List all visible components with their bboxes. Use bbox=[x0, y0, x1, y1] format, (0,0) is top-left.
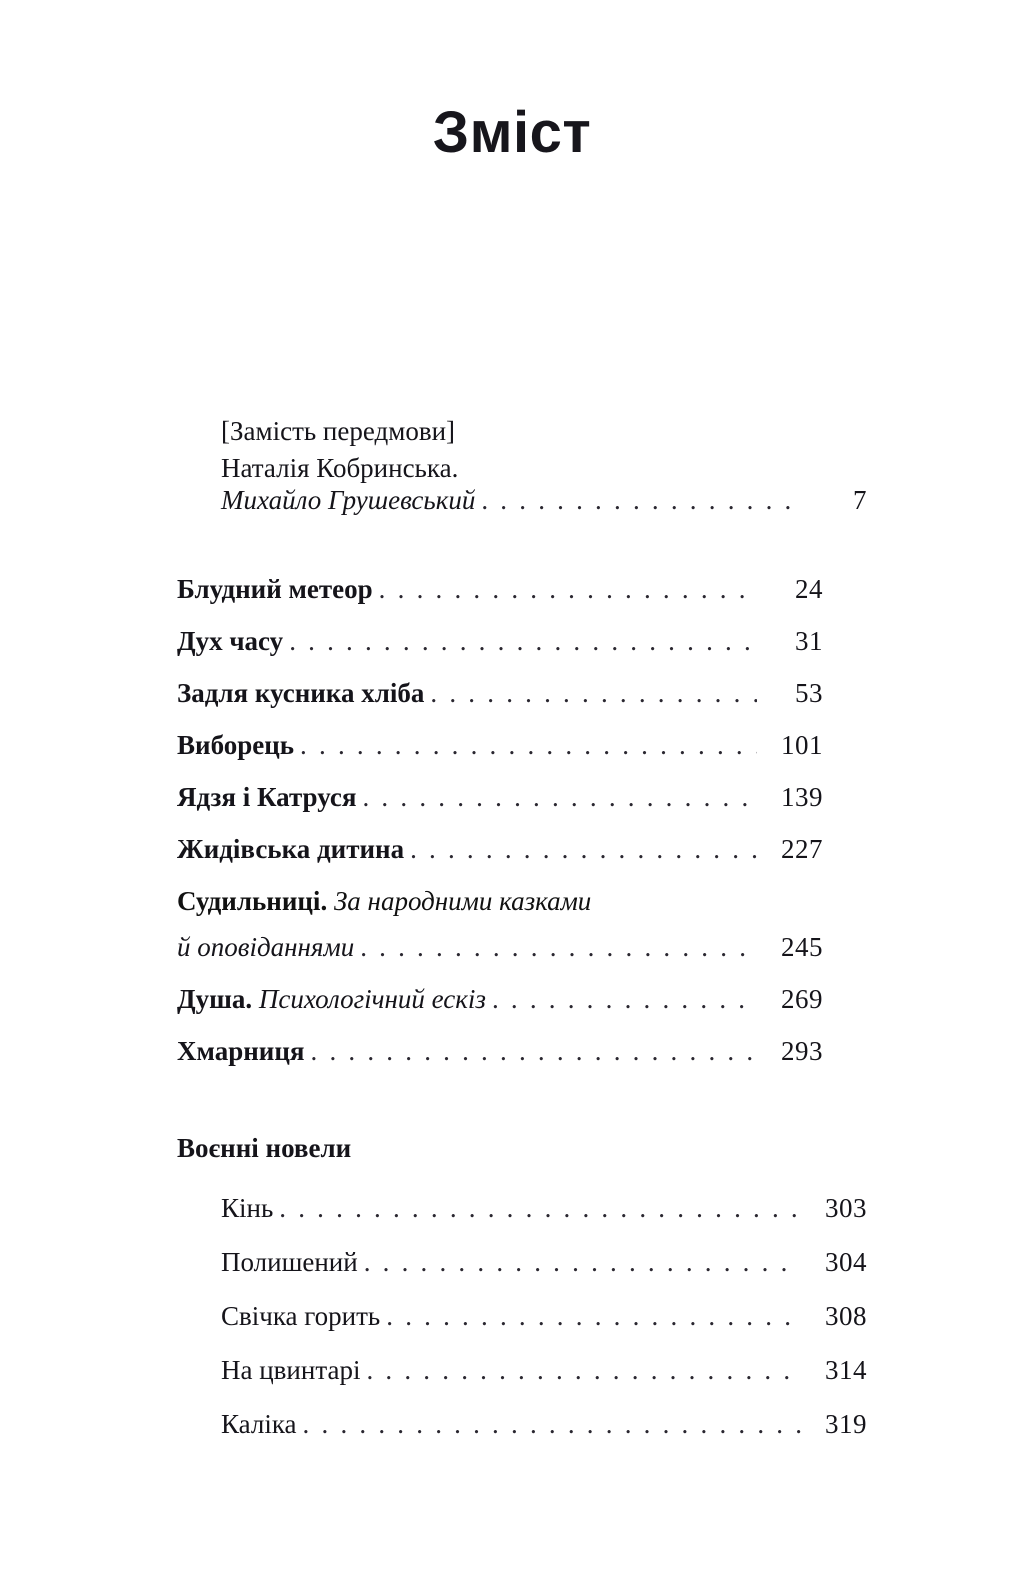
entry-title: Блудний метеор bbox=[177, 574, 373, 604]
page-title: Зміст bbox=[432, 100, 592, 165]
page-number: 304 bbox=[825, 1247, 867, 1277]
entry-title: Задля кусника хліба bbox=[177, 678, 425, 708]
toc-entry-bludnyi-meteor[interactable] bbox=[177, 576, 823, 603]
entry-title-head: Судильниці. bbox=[177, 886, 328, 916]
toc-entry-vyborets[interactable] bbox=[177, 732, 823, 759]
toc-entry-zadlya-kusnyka-khliba[interactable] bbox=[177, 680, 823, 707]
section-heading: Воєнні новели bbox=[177, 1133, 352, 1163]
toc-list bbox=[177, 413, 867, 1465]
toc-entry-polyshenyi[interactable] bbox=[221, 1249, 867, 1276]
dot-leader bbox=[303, 1411, 801, 1438]
dot-leader bbox=[481, 487, 801, 514]
page-number: 101 bbox=[781, 730, 823, 760]
toc-entry-kin[interactable] bbox=[221, 1195, 867, 1222]
dot-leader bbox=[360, 934, 757, 961]
toc-entry-zhydivska-dytyna[interactable] bbox=[177, 836, 823, 863]
preface-bracket-line: [Замість передмови] bbox=[221, 416, 456, 446]
entry-title: Ядзя і Катруся bbox=[177, 782, 357, 812]
dot-leader bbox=[311, 1038, 758, 1065]
page-number: 53 bbox=[795, 678, 823, 708]
entry-title-head: Душа. bbox=[177, 984, 253, 1014]
preface-subject-line: Наталія Кобринська. bbox=[221, 453, 459, 483]
page-number: 314 bbox=[825, 1355, 867, 1385]
toc-entry-sudylnytsi[interactable] bbox=[177, 888, 823, 961]
toc-entry-dusha[interactable] bbox=[177, 986, 823, 1013]
page-number: 139 bbox=[781, 782, 823, 812]
dot-leader bbox=[386, 1303, 801, 1330]
dot-leader bbox=[366, 1357, 801, 1384]
page-number: 227 bbox=[781, 834, 823, 864]
page-number: 319 bbox=[825, 1409, 867, 1439]
toc-entry-preface[interactable] bbox=[221, 487, 867, 514]
page-number: 31 bbox=[795, 626, 823, 656]
entry-title: Кінь bbox=[221, 1193, 274, 1223]
toc-entry-na-tsvyntari[interactable] bbox=[221, 1357, 867, 1384]
dot-leader bbox=[430, 680, 757, 707]
toc-entry-yadzya-i-katrusya[interactable] bbox=[177, 784, 823, 811]
page-number: 24 bbox=[795, 574, 823, 604]
entry-title: Полишений bbox=[221, 1247, 358, 1277]
page-number: 293 bbox=[781, 1036, 823, 1066]
toc-entry-svichka-horyt[interactable] bbox=[221, 1303, 867, 1330]
section-items bbox=[221, 1195, 867, 1438]
page-number: 308 bbox=[825, 1301, 867, 1331]
dot-leader bbox=[362, 784, 757, 811]
entry-title: Виборець bbox=[177, 730, 295, 760]
dot-leader bbox=[410, 836, 757, 863]
entry-subtitle-part2: й оповіданнями bbox=[177, 932, 355, 962]
preface-author-row-wrap bbox=[221, 487, 867, 514]
dot-leader bbox=[289, 628, 757, 655]
toc-entry-hmarnytsia[interactable] bbox=[177, 1038, 823, 1065]
entry-title: Дух часу bbox=[177, 626, 284, 656]
preface-block bbox=[221, 413, 867, 515]
entry-title: Хмарниця bbox=[177, 1036, 305, 1066]
entry-title-first-line bbox=[177, 888, 823, 915]
entry-subtitle: Психологічний ескіз bbox=[252, 984, 486, 1014]
entry-title: Каліка bbox=[221, 1409, 297, 1439]
toc-entry-dukh-chasu[interactable] bbox=[177, 628, 823, 655]
entry-title: Свічка горить bbox=[221, 1301, 381, 1331]
entry-continuation-row bbox=[177, 934, 823, 961]
toc-section-voienni-novely bbox=[177, 1133, 867, 1439]
entry-subtitle-part1: За народними казками bbox=[327, 886, 592, 916]
dot-leader bbox=[379, 576, 757, 603]
page-number: 269 bbox=[781, 984, 823, 1014]
entry-title: На цвинтарі bbox=[221, 1355, 361, 1385]
dot-leader bbox=[364, 1249, 801, 1276]
page-number: 7 bbox=[853, 485, 867, 515]
dot-leader bbox=[300, 732, 757, 759]
dot-leader bbox=[492, 986, 757, 1013]
toc-entry-kalika[interactable] bbox=[221, 1411, 867, 1438]
preface-author-label: Михайло Грушевський bbox=[221, 485, 476, 515]
page-number: 245 bbox=[781, 932, 823, 962]
entry-title: Жидівська дитина bbox=[177, 834, 405, 864]
page-number: 303 bbox=[825, 1193, 867, 1223]
dot-leader bbox=[279, 1195, 801, 1222]
entry-title bbox=[177, 986, 486, 1013]
